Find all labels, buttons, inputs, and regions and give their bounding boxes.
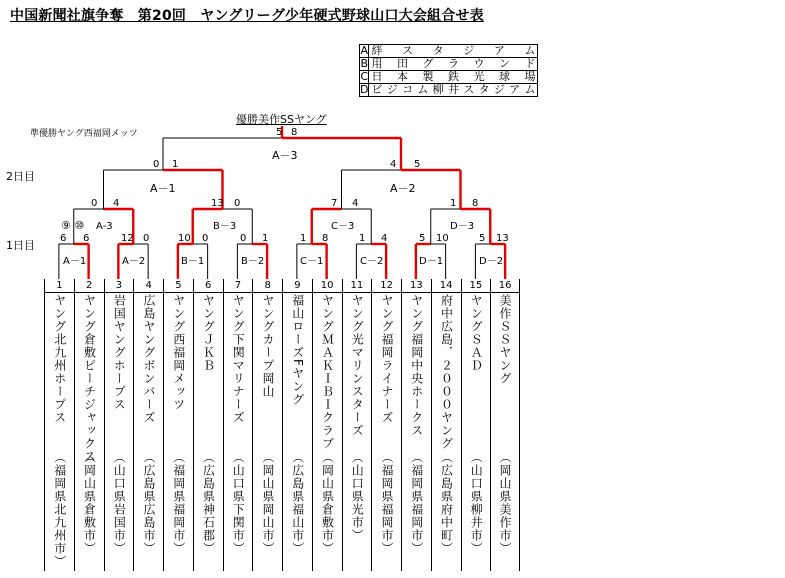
team-name: ヤング倉敷ピーチジャックス <box>82 294 97 463</box>
team-name: ヤング北九州ホープス <box>52 294 67 424</box>
team-number: 4 <box>134 279 163 293</box>
team-number: 14 <box>432 279 461 293</box>
team-name: ヤングＪＫＢ <box>201 294 216 372</box>
team-number: 16 <box>491 279 519 293</box>
venue-name-text: ビ ジ コ ム 柳 井 ス タ ジ ア ム <box>371 83 536 96</box>
team-prefecture: （山口県下関市） <box>231 451 246 555</box>
score-r1: 8 <box>322 233 329 244</box>
team-number: 11 <box>343 279 372 293</box>
score-final: 5 <box>276 127 283 138</box>
day1-label: 1日目 <box>6 239 35 252</box>
team-number: 6 <box>194 279 223 293</box>
game-label-d2: D－2 <box>479 256 504 267</box>
team-column <box>74 279 104 571</box>
team-column <box>44 279 74 571</box>
score-r1: 1 <box>300 233 307 244</box>
team-number: 5 <box>164 279 193 293</box>
game-label-b1: B－1 <box>181 256 205 267</box>
team-prefecture: （広島県神石郡） <box>201 451 216 555</box>
note-mark: ⑨ ⑩ <box>61 219 85 232</box>
team-column <box>312 279 342 571</box>
score-r1: 1 <box>359 233 366 244</box>
team-prefecture: （福岡県福岡市） <box>171 451 186 555</box>
team-column <box>133 279 163 571</box>
team-number: 9 <box>283 279 312 293</box>
team-prefecture: （福岡県福岡市） <box>380 451 394 555</box>
team-name: ヤング福岡ライナーズ <box>380 294 394 424</box>
team-name: 岩国ヤングホープス <box>112 294 127 411</box>
team-number: 8 <box>253 279 282 293</box>
team-column <box>342 279 372 571</box>
score-sf: 5 <box>414 159 421 170</box>
score-qf: 13 <box>211 198 224 209</box>
score-r1: 6 <box>83 233 90 244</box>
team-prefecture: （広島県広島市） <box>142 451 156 555</box>
score-qf: 0 <box>234 198 241 209</box>
score-r1: 0 <box>143 233 150 244</box>
team-name: ヤングＳＡＤ <box>469 294 484 372</box>
score-sf: 0 <box>153 159 160 170</box>
score-qf: 4 <box>113 198 120 209</box>
team-prefecture: （広島県福山市） <box>290 451 305 555</box>
team-prefecture: （岡山県岡山市） <box>261 451 275 555</box>
team-prefecture: （山口県光市） <box>350 451 365 542</box>
team-name: ヤング福岡中央ホークス <box>409 294 424 437</box>
score-r1: 0 <box>202 233 209 244</box>
game-label-c3: C－3 <box>331 221 355 232</box>
game-label-a1: A－1 <box>63 256 87 267</box>
team-prefecture: （山口県柳井市） <box>469 451 484 555</box>
team-number: 7 <box>224 279 253 293</box>
team-prefecture: （岡山県美作市） <box>498 451 512 555</box>
game-label-b2: B－2 <box>241 256 265 267</box>
score-r1: 6 <box>60 233 67 244</box>
score-r1: 5 <box>479 233 486 244</box>
team-column <box>104 279 134 571</box>
day2-label: 2日目 <box>6 170 35 183</box>
team-list <box>44 279 520 571</box>
score-r1: 10 <box>436 233 449 244</box>
team-column <box>371 279 401 571</box>
team-prefecture: （岡山県倉敷市） <box>82 451 97 555</box>
team-name: 美作ＳＳヤング <box>498 294 512 385</box>
team-number: 15 <box>462 279 491 293</box>
score-sf: 4 <box>390 159 397 170</box>
score-qf: 0 <box>91 198 98 209</box>
venue-name-text: 絆 ス タ ジ ア ム <box>371 44 536 57</box>
team-number: 3 <box>105 279 134 293</box>
team-column <box>431 279 461 571</box>
team-name: 広島ヤングボンバーズ <box>142 294 156 424</box>
score-qf: 7 <box>331 198 338 209</box>
game-label-a3: A-3 <box>96 221 113 232</box>
team-column <box>461 279 491 571</box>
score-final: 8 <box>291 127 298 138</box>
game-label-d1: D－1 <box>419 256 444 267</box>
team-column <box>490 279 520 571</box>
runner-up-label: 準優勝ヤング西福岡メッツ <box>30 129 138 139</box>
team-prefecture: （福岡県福岡市） <box>409 451 424 555</box>
team-prefecture: （岡山県倉敷市） <box>320 451 335 555</box>
team-name: ヤングＭＡＫＩＢＩクラブ <box>320 294 335 450</box>
team-column <box>223 279 253 571</box>
venue-key: C <box>360 70 369 83</box>
score-qf: 1 <box>450 198 457 209</box>
team-column <box>163 279 193 571</box>
game-label-semi-a1: A－1 <box>150 182 176 195</box>
team-name: 府中広島．２０００ヤング <box>439 294 454 450</box>
team-name: ヤング光マリンスターズ <box>350 294 365 437</box>
team-prefecture: （広島県府中町） <box>439 451 454 555</box>
score-r1: 0 <box>240 233 247 244</box>
team-name: 福山ローズFヤング <box>290 294 305 406</box>
game-label-semi-a2: A－2 <box>390 182 416 195</box>
game-label-final: A－3 <box>272 149 298 162</box>
team-column <box>401 279 431 571</box>
score-r1: 5 <box>419 233 426 244</box>
team-number: 13 <box>402 279 431 293</box>
team-name: ヤング下関マリナーズ <box>231 294 246 424</box>
team-prefecture: （山口県岩国市） <box>112 451 127 555</box>
team-number: 1 <box>45 279 74 293</box>
venue-key: A <box>360 44 368 57</box>
team-column <box>282 279 312 571</box>
team-prefecture: （福岡県北九州市） <box>52 451 67 568</box>
venue-name-text: 日 本 製 鉄 光 球 場 <box>371 70 536 83</box>
venue-key: B <box>360 57 369 70</box>
score-qf: 8 <box>472 198 479 209</box>
game-label-c2: C－2 <box>360 256 384 267</box>
team-number: 10 <box>313 279 342 293</box>
score-r1: 12 <box>121 233 134 244</box>
champion-label: 優勝美作SSヤング <box>236 113 327 126</box>
team-column <box>252 279 282 571</box>
venue-key: D <box>360 83 369 96</box>
venue-name-text: 用 田 グ ラ ウ ン ド <box>371 57 536 70</box>
score-r1: 1 <box>262 233 269 244</box>
score-r1: 13 <box>496 233 509 244</box>
game-label-a2: A－2 <box>122 256 146 267</box>
team-name: ヤング西福岡メッツ <box>171 294 186 411</box>
team-number: 2 <box>75 279 104 293</box>
team-number: 12 <box>372 279 401 293</box>
team-column <box>193 279 223 571</box>
game-label-c1: C－1 <box>300 256 324 267</box>
team-name: ヤングカープ岡山 <box>261 294 275 398</box>
score-qf: 4 <box>352 198 359 209</box>
score-r1: 4 <box>381 233 388 244</box>
page-title: 中国新聞社旗争奪 第20回 ヤングリーグ少年硬式野球山口大会組合せ表 <box>10 8 484 24</box>
score-r1: 10 <box>178 233 191 244</box>
game-label-b3: B－3 <box>213 221 237 232</box>
score-sf: 1 <box>172 159 179 170</box>
game-label-d3: D－3 <box>450 221 475 232</box>
